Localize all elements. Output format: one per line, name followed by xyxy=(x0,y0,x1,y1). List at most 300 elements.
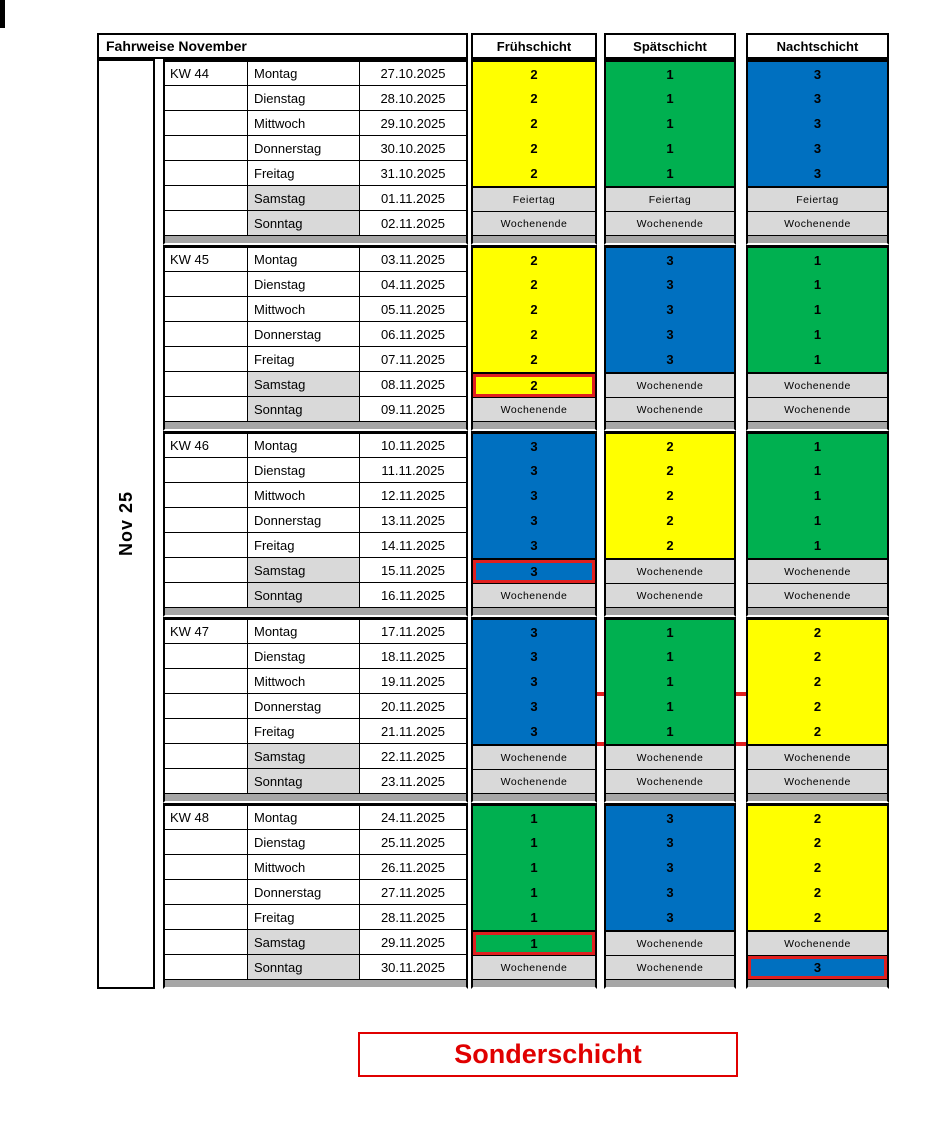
date-value: 30.10.2025 xyxy=(360,136,468,161)
date-value: 09.11.2025 xyxy=(360,397,468,422)
column-gap xyxy=(736,136,746,161)
date-value: 22.11.2025 xyxy=(360,744,468,769)
column-gap xyxy=(736,769,746,794)
shift-cell-nacht: 1 xyxy=(746,431,889,458)
day-row xyxy=(163,458,889,483)
shift-cell-frueh: Wochenende xyxy=(471,397,597,422)
shift-cell-spaet: Wochenende xyxy=(604,211,736,236)
red-annotation-dash xyxy=(736,692,746,696)
day-name: Samstag xyxy=(248,744,360,769)
shift-cell-nacht: 1 xyxy=(746,297,889,322)
date-value: 27.11.2025 xyxy=(360,880,468,905)
shift-cell-frueh: 3 xyxy=(471,644,597,669)
column-gap xyxy=(736,830,746,855)
weeks-container xyxy=(163,59,889,989)
column-gap xyxy=(597,458,604,483)
column-gap xyxy=(736,86,746,111)
day-name: Donnerstag xyxy=(248,136,360,161)
date-value: 11.11.2025 xyxy=(360,458,468,483)
column-gap xyxy=(736,533,746,558)
shift-cell-nacht: 2 xyxy=(746,719,889,744)
day-row xyxy=(163,905,889,930)
day-name: Mittwoch xyxy=(248,855,360,880)
day-row xyxy=(163,803,889,830)
day-name: Donnerstag xyxy=(248,694,360,719)
column-gap xyxy=(597,855,604,880)
day-row xyxy=(163,955,889,980)
shift-cell-frueh: 1 xyxy=(471,803,597,830)
month-label: Nov 25 xyxy=(115,491,136,557)
column-gap xyxy=(597,583,604,608)
day-name: Freitag xyxy=(248,347,360,372)
day-row xyxy=(163,644,889,669)
separator-segment xyxy=(471,608,597,617)
month-cell xyxy=(97,59,155,989)
day-row xyxy=(163,830,889,855)
column-gap xyxy=(597,136,604,161)
day-row xyxy=(163,372,889,397)
column-gap xyxy=(736,955,746,980)
shift-cell-frueh: 3 xyxy=(471,508,597,533)
separator-segment xyxy=(604,980,736,989)
shift-cell-spaet: 2 xyxy=(604,458,736,483)
shift-cell-spaet: 3 xyxy=(604,347,736,372)
shift-cell-spaet: 3 xyxy=(604,830,736,855)
column-gap xyxy=(597,272,604,297)
shift-cell-spaet: 1 xyxy=(604,86,736,111)
shift-cell-frueh: Wochenende xyxy=(471,769,597,794)
shift-cell-frueh: 1 xyxy=(471,905,597,930)
shift-cell-nacht: 1 xyxy=(746,508,889,533)
column-gap xyxy=(736,458,746,483)
shift-cell-frueh: 2 xyxy=(471,322,597,347)
shift-cell-spaet: Wochenende xyxy=(604,744,736,769)
shift-cell-frueh: 3 xyxy=(471,558,597,583)
date-value: 28.10.2025 xyxy=(360,86,468,111)
column-gap xyxy=(597,236,604,245)
date-value: 27.10.2025 xyxy=(360,59,468,86)
column-gap xyxy=(597,245,604,272)
shift-cell-nacht: 2 xyxy=(746,880,889,905)
day-name: Dienstag xyxy=(248,458,360,483)
column-gap xyxy=(736,803,746,830)
separator-segment xyxy=(746,794,889,803)
shift-cell-nacht: 1 xyxy=(746,322,889,347)
day-name: Donnerstag xyxy=(248,880,360,905)
date-value: 02.11.2025 xyxy=(360,211,468,236)
shift-cell-nacht: 3 xyxy=(746,59,889,86)
kw-label xyxy=(163,533,248,558)
kw-label xyxy=(163,744,248,769)
kw-label xyxy=(163,458,248,483)
column-gap xyxy=(597,694,604,719)
shift-cell-frueh: 3 xyxy=(471,669,597,694)
day-row xyxy=(163,669,889,694)
column-gap xyxy=(597,830,604,855)
day-name: Sonntag xyxy=(248,397,360,422)
date-value: 06.11.2025 xyxy=(360,322,468,347)
kw-label xyxy=(163,583,248,608)
separator-segment xyxy=(604,422,736,431)
column-gap xyxy=(597,59,604,86)
column-gap xyxy=(597,322,604,347)
column-gap xyxy=(597,111,604,136)
day-name: Donnerstag xyxy=(248,508,360,533)
shift-cell-spaet: Wochenende xyxy=(604,930,736,955)
column-gap xyxy=(597,297,604,322)
separator-segment xyxy=(604,794,736,803)
column-gap xyxy=(597,422,604,431)
shift-cell-nacht: 1 xyxy=(746,483,889,508)
kw-label xyxy=(163,136,248,161)
column-gap xyxy=(597,955,604,980)
column-gap xyxy=(597,608,604,617)
day-name: Samstag xyxy=(248,930,360,955)
shift-cell-nacht: Wochenende xyxy=(746,583,889,608)
column-gap xyxy=(597,211,604,236)
shift-cell-frueh: 2 xyxy=(471,347,597,372)
day-row xyxy=(163,617,889,644)
day-name: Mittwoch xyxy=(248,111,360,136)
column-gap xyxy=(597,880,604,905)
date-value: 20.11.2025 xyxy=(360,694,468,719)
shift-cell-frueh: 2 xyxy=(471,372,597,397)
column-gap xyxy=(597,483,604,508)
separator-segment xyxy=(746,980,889,989)
day-row xyxy=(163,161,889,186)
shift-cell-nacht: 1 xyxy=(746,245,889,272)
shift-cell-frueh: 2 xyxy=(471,136,597,161)
column-gap xyxy=(736,508,746,533)
shift-cell-nacht: 2 xyxy=(746,905,889,930)
column-gap xyxy=(736,272,746,297)
date-value: 26.11.2025 xyxy=(360,855,468,880)
shift-cell-spaet: 3 xyxy=(604,322,736,347)
day-row xyxy=(163,694,889,719)
shift-cell-nacht: Wochenende xyxy=(746,211,889,236)
column-gap xyxy=(597,33,604,59)
column-gap xyxy=(736,111,746,136)
header-spaetschicht: Spätschicht xyxy=(604,33,736,59)
shift-cell-spaet: Feiertag xyxy=(604,186,736,211)
date-value: 31.10.2025 xyxy=(360,161,468,186)
date-value: 16.11.2025 xyxy=(360,583,468,608)
table-title: Fahrweise November xyxy=(97,33,468,59)
shift-cell-nacht: 3 xyxy=(746,86,889,111)
column-gap xyxy=(736,483,746,508)
day-name: Montag xyxy=(248,803,360,830)
week-block xyxy=(163,431,889,617)
shift-cell-nacht: Feiertag xyxy=(746,186,889,211)
column-gap xyxy=(736,59,746,86)
column-gap xyxy=(597,980,604,989)
shift-cell-frueh: 1 xyxy=(471,855,597,880)
date-value: 18.11.2025 xyxy=(360,644,468,669)
column-gap xyxy=(736,583,746,608)
shift-cell-frueh: 2 xyxy=(471,86,597,111)
week-block xyxy=(163,617,889,803)
kw-label xyxy=(163,483,248,508)
day-row xyxy=(163,347,889,372)
kw-label xyxy=(163,769,248,794)
column-gap xyxy=(597,905,604,930)
separator-row xyxy=(163,236,889,245)
shift-cell-spaet: 1 xyxy=(604,59,736,86)
shift-cell-spaet: 1 xyxy=(604,669,736,694)
separator-segment xyxy=(471,236,597,245)
shift-cell-frueh: 1 xyxy=(471,880,597,905)
date-value: 05.11.2025 xyxy=(360,297,468,322)
week-block xyxy=(163,245,889,431)
shift-cell-spaet: Wochenende xyxy=(604,558,736,583)
column-gap xyxy=(736,236,746,245)
separator-segment xyxy=(746,422,889,431)
shift-cell-frueh: Wochenende xyxy=(471,583,597,608)
shift-cell-spaet: 3 xyxy=(604,245,736,272)
day-row xyxy=(163,483,889,508)
shift-cell-nacht: 2 xyxy=(746,694,889,719)
day-row xyxy=(163,186,889,211)
separator-segment xyxy=(163,608,468,617)
column-gap xyxy=(597,744,604,769)
shift-cell-spaet: 1 xyxy=(604,161,736,186)
column-gap xyxy=(736,719,746,744)
column-gap xyxy=(597,86,604,111)
red-annotation-dash xyxy=(597,692,604,696)
shift-cell-frueh: 3 xyxy=(471,458,597,483)
shift-cell-nacht: 1 xyxy=(746,533,889,558)
day-name: Sonntag xyxy=(248,583,360,608)
kw-label xyxy=(163,372,248,397)
shift-cell-nacht: 1 xyxy=(746,272,889,297)
column-gap xyxy=(736,617,746,644)
separator-segment xyxy=(604,608,736,617)
day-row xyxy=(163,533,889,558)
day-row xyxy=(163,855,889,880)
shift-cell-spaet: 2 xyxy=(604,508,736,533)
day-row xyxy=(163,245,889,272)
date-value: 28.11.2025 xyxy=(360,905,468,930)
shift-cell-spaet: Wochenende xyxy=(604,397,736,422)
kw-label xyxy=(163,186,248,211)
column-gap xyxy=(736,322,746,347)
shift-cell-spaet: 1 xyxy=(604,111,736,136)
day-row xyxy=(163,769,889,794)
day-row xyxy=(163,111,889,136)
column-gap xyxy=(597,161,604,186)
date-value: 03.11.2025 xyxy=(360,245,468,272)
kw-label xyxy=(163,297,248,322)
kw-label xyxy=(163,880,248,905)
shift-cell-nacht: Wochenende xyxy=(746,558,889,583)
shift-cell-nacht: Wochenende xyxy=(746,372,889,397)
date-value: 24.11.2025 xyxy=(360,803,468,830)
shift-cell-spaet: 1 xyxy=(604,719,736,744)
shift-cell-frueh: 3 xyxy=(471,719,597,744)
separator-row xyxy=(163,608,889,617)
column-gap xyxy=(736,930,746,955)
date-value: 12.11.2025 xyxy=(360,483,468,508)
day-name: Donnerstag xyxy=(248,322,360,347)
shift-cell-nacht: Wochenende xyxy=(746,930,889,955)
column-gap xyxy=(736,905,746,930)
shift-cell-frueh: 1 xyxy=(471,930,597,955)
kw-label xyxy=(163,930,248,955)
shift-cell-nacht: 3 xyxy=(746,955,889,980)
shift-cell-nacht: 2 xyxy=(746,855,889,880)
column-gap xyxy=(736,880,746,905)
shift-cell-frueh: 2 xyxy=(471,297,597,322)
day-name: Freitag xyxy=(248,905,360,930)
column-gap xyxy=(736,608,746,617)
kw-label xyxy=(163,322,248,347)
table-body xyxy=(97,59,889,989)
day-row xyxy=(163,583,889,608)
header-nachtschicht: Nachtschicht xyxy=(746,33,889,59)
separator-segment xyxy=(471,422,597,431)
day-name: Dienstag xyxy=(248,644,360,669)
day-name: Montag xyxy=(248,431,360,458)
shift-cell-nacht: Wochenende xyxy=(746,769,889,794)
date-value: 14.11.2025 xyxy=(360,533,468,558)
date-value: 29.11.2025 xyxy=(360,930,468,955)
shift-cell-frueh: 2 xyxy=(471,59,597,86)
shift-cell-spaet: 3 xyxy=(604,297,736,322)
column-gap xyxy=(597,803,604,830)
shift-cell-spaet: Wochenende xyxy=(604,372,736,397)
day-row xyxy=(163,211,889,236)
separator-segment xyxy=(163,794,468,803)
day-row xyxy=(163,508,889,533)
day-name: Dienstag xyxy=(248,272,360,297)
column-gap xyxy=(736,744,746,769)
kw-label xyxy=(163,272,248,297)
shift-cell-nacht: Wochenende xyxy=(746,744,889,769)
kw-label xyxy=(163,86,248,111)
day-row xyxy=(163,719,889,744)
shift-cell-frueh: Feiertag xyxy=(471,186,597,211)
day-row xyxy=(163,880,889,905)
date-value: 29.10.2025 xyxy=(360,111,468,136)
day-row xyxy=(163,59,889,86)
column-gap xyxy=(736,669,746,694)
date-value: 15.11.2025 xyxy=(360,558,468,583)
shift-cell-spaet: 1 xyxy=(604,644,736,669)
column-gap xyxy=(736,644,746,669)
shift-cell-spaet: 1 xyxy=(604,617,736,644)
day-row xyxy=(163,297,889,322)
date-value: 21.11.2025 xyxy=(360,719,468,744)
column-gap xyxy=(597,372,604,397)
shift-cell-frueh: 2 xyxy=(471,272,597,297)
kw-label: KW 48 xyxy=(163,803,248,830)
shift-cell-frueh: Wochenende xyxy=(471,211,597,236)
day-name: Montag xyxy=(248,617,360,644)
shift-cell-spaet: 2 xyxy=(604,483,736,508)
sonderschicht-label: Sonderschicht xyxy=(454,1039,642,1069)
date-value: 10.11.2025 xyxy=(360,431,468,458)
date-value: 08.11.2025 xyxy=(360,372,468,397)
kw-label: KW 46 xyxy=(163,431,248,458)
shift-cell-frueh: Wochenende xyxy=(471,955,597,980)
day-name: Freitag xyxy=(248,161,360,186)
day-row xyxy=(163,272,889,297)
column-gap xyxy=(597,719,604,744)
date-value: 30.11.2025 xyxy=(360,955,468,980)
shift-cell-frueh: 3 xyxy=(471,533,597,558)
kw-label xyxy=(163,558,248,583)
column-gap xyxy=(597,930,604,955)
shift-cell-nacht: 2 xyxy=(746,617,889,644)
column-gap xyxy=(736,33,746,59)
day-row xyxy=(163,431,889,458)
shift-cell-frueh: 3 xyxy=(471,694,597,719)
shift-cell-frueh: 2 xyxy=(471,245,597,272)
kw-label xyxy=(163,161,248,186)
shift-cell-nacht: 1 xyxy=(746,347,889,372)
shift-cell-frueh: 2 xyxy=(471,111,597,136)
shift-cell-frueh: Wochenende xyxy=(471,744,597,769)
kw-label xyxy=(163,111,248,136)
week-block xyxy=(163,59,889,245)
shift-cell-frueh: 1 xyxy=(471,830,597,855)
shift-cell-nacht: Wochenende xyxy=(746,397,889,422)
column-gap xyxy=(736,245,746,272)
day-name: Sonntag xyxy=(248,769,360,794)
column-gap xyxy=(597,617,604,644)
kw-label xyxy=(163,397,248,422)
column-gap xyxy=(736,558,746,583)
day-row xyxy=(163,136,889,161)
shift-cell-frueh: 3 xyxy=(471,617,597,644)
shift-cell-spaet: 1 xyxy=(604,136,736,161)
separator-segment xyxy=(746,608,889,617)
day-name: Samstag xyxy=(248,558,360,583)
separator-segment xyxy=(163,980,468,989)
day-name: Samstag xyxy=(248,186,360,211)
kw-label xyxy=(163,508,248,533)
shift-cell-spaet: 3 xyxy=(604,272,736,297)
separator-row xyxy=(163,980,889,989)
column-gap xyxy=(597,508,604,533)
shift-cell-nacht: 2 xyxy=(746,644,889,669)
separator-segment xyxy=(163,422,468,431)
day-name: Mittwoch xyxy=(248,669,360,694)
day-name: Dienstag xyxy=(248,830,360,855)
column-gap xyxy=(597,431,604,458)
shift-cell-frueh: 3 xyxy=(471,483,597,508)
column-gap xyxy=(736,980,746,989)
shift-cell-spaet: 1 xyxy=(604,694,736,719)
shift-cell-spaet: Wochenende xyxy=(604,769,736,794)
kw-label xyxy=(163,211,248,236)
sonderschicht-box xyxy=(358,1032,738,1077)
separator-segment xyxy=(604,236,736,245)
column-gap xyxy=(736,347,746,372)
column-gap xyxy=(736,794,746,803)
date-value: 13.11.2025 xyxy=(360,508,468,533)
column-gap xyxy=(597,769,604,794)
date-value: 25.11.2025 xyxy=(360,830,468,855)
red-annotation-dash xyxy=(597,742,604,746)
day-name: Sonntag xyxy=(248,211,360,236)
column-gap xyxy=(736,694,746,719)
shift-cell-nacht: 3 xyxy=(746,136,889,161)
column-gap xyxy=(736,372,746,397)
shift-cell-nacht: 1 xyxy=(746,458,889,483)
kw-label xyxy=(163,694,248,719)
separator-row xyxy=(163,794,889,803)
